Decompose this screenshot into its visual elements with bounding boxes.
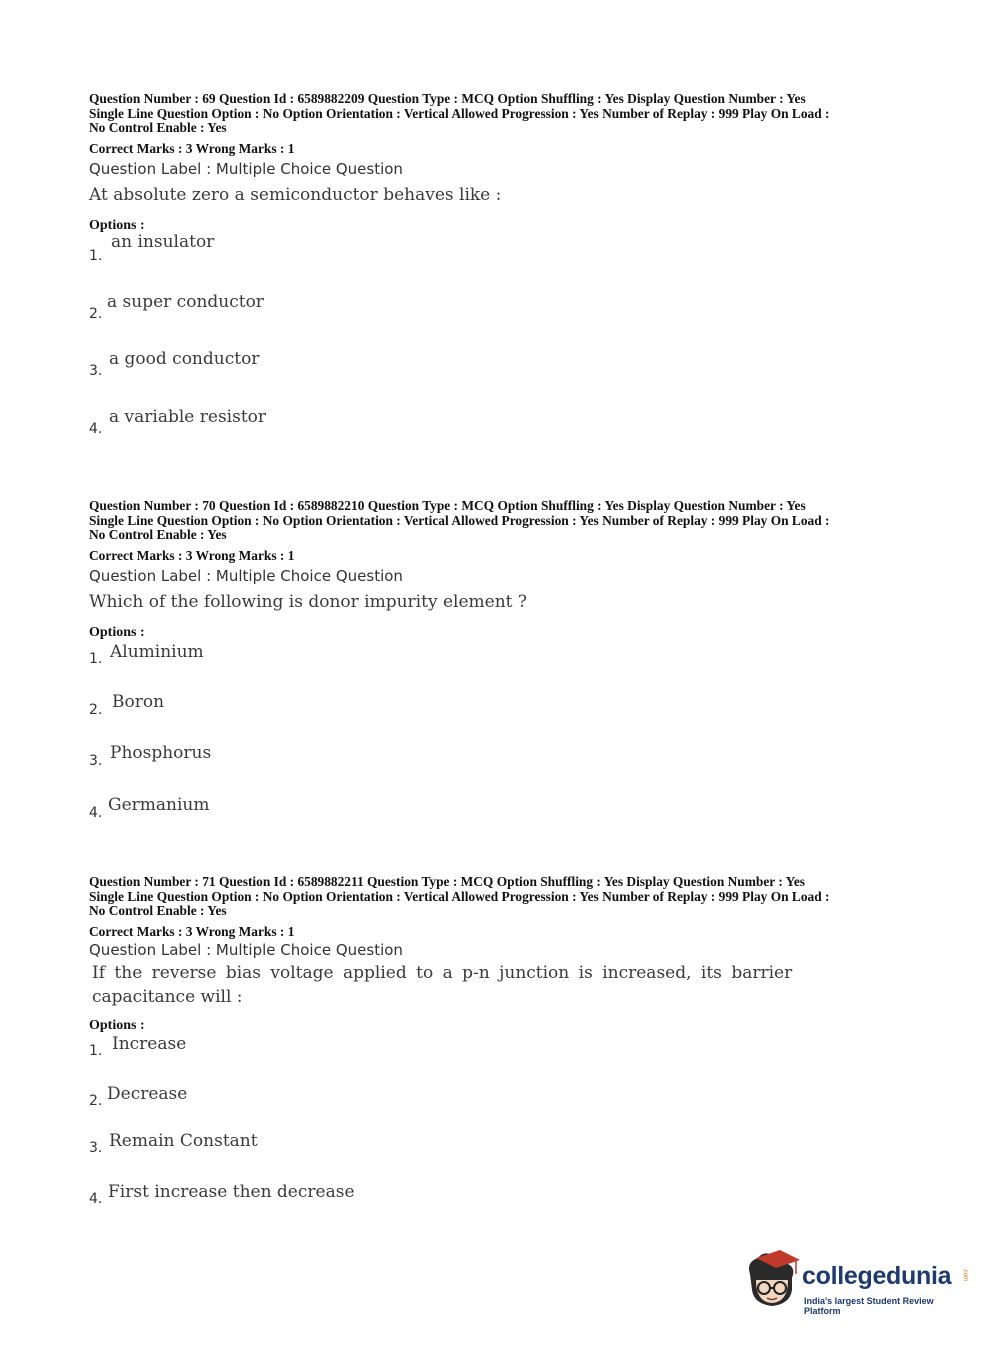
option-text: Boron	[112, 691, 165, 712]
option-number: 2.	[89, 305, 103, 322]
options-heading: Options :	[89, 1017, 145, 1033]
question-meta-line: Single Line Question Option : No Option Orientation : Vertical Allowed Progression : Yes Number of Replay : 999 Play On Load :	[89, 105, 830, 121]
option-number: 2.	[89, 1092, 103, 1109]
question-meta-line: No Control Enable : Yes	[89, 120, 227, 136]
option-text: First increase then decrease	[108, 1181, 355, 1202]
marks-line: Correct Marks : 3 Wrong Marks : 1	[89, 140, 295, 156]
option-text: Germanium	[108, 794, 210, 815]
option-item[interactable]	[89, 743, 919, 795]
question-label: Question Label : Multiple Choice Question	[89, 566, 403, 585]
question-text: At absolute zero a semiconductor behaves like :	[89, 184, 502, 205]
option-number: 4.	[89, 1190, 103, 1207]
option-text: a variable resistor	[109, 406, 267, 427]
question-meta-line: Single Line Question Option : No Option Orientation : Vertical Allowed Progression : Yes Number of Replay : 999 Play On Load :	[89, 888, 830, 904]
question-label: Question Label : Multiple Choice Question	[89, 940, 403, 959]
option-text: an insulator	[111, 231, 215, 252]
question-meta-line: No Control Enable : Yes	[89, 903, 227, 919]
marks-line: Correct Marks : 3 Wrong Marks : 1	[89, 923, 295, 939]
option-item[interactable]	[89, 1084, 919, 1131]
question-meta-line: Question Number : 70 Question Id : 6589882210 Question Type : MCQ Option Shuffling : Yes Display Question Number : Yes	[89, 498, 806, 513]
option-item[interactable]	[89, 407, 919, 447]
option-item[interactable]	[89, 795, 919, 835]
option-text: Remain Constant	[109, 1130, 258, 1151]
option-text: Aluminium	[110, 641, 204, 662]
question-block-69	[89, 92, 919, 447]
question-meta-line: Single Line Question Option : No Option Orientation : Vertical Allowed Progression : Yes Number of Replay : 999 Play On Load :	[89, 512, 830, 528]
option-text: Increase	[112, 1033, 187, 1054]
marks-line: Correct Marks : 3 Wrong Marks : 1	[89, 547, 295, 563]
option-number: 1.	[89, 1042, 103, 1059]
collegedunia-logo[interactable]	[742, 1248, 972, 1318]
option-item[interactable]	[89, 231, 919, 292]
question-meta-line: No Control Enable : Yes	[89, 527, 227, 543]
option-item[interactable]	[89, 692, 919, 743]
question-text: If the reverse bias voltage applied to a p-n junction is increased, its barrier	[92, 962, 793, 983]
option-text: a good conductor	[109, 348, 260, 369]
option-number: 3.	[89, 362, 103, 379]
option-item[interactable]	[89, 641, 919, 692]
option-number: 3.	[89, 1139, 103, 1156]
option-number: 4.	[89, 804, 103, 821]
option-number: 2.	[89, 701, 103, 718]
options-heading: Options :	[89, 217, 145, 233]
question-block-70	[89, 499, 919, 835]
question-text: Which of the following is donor impurity element ?	[89, 591, 527, 612]
option-number: 3.	[89, 752, 103, 769]
logo-wordmark: collegedunia	[802, 1262, 952, 1290]
question-label: Question Label : Multiple Choice Question	[89, 159, 403, 178]
option-item[interactable]	[89, 349, 919, 407]
option-number: 4.	[89, 420, 103, 437]
options-heading: Options :	[89, 624, 145, 640]
option-item[interactable]	[89, 1034, 919, 1084]
question-block-71	[89, 875, 919, 1222]
mascot-icon	[742, 1248, 802, 1318]
option-text: a super conductor	[107, 291, 264, 312]
question-meta-line: Question Number : 69 Question Id : 6589882209 Question Type : MCQ Option Shuffling : Yes Display Question Number : Yes	[89, 91, 806, 106]
option-number: 1.	[89, 247, 103, 264]
option-text: Decrease	[107, 1083, 188, 1104]
option-number: 1.	[89, 650, 103, 667]
logo-suffix: .com	[962, 1268, 968, 1282]
option-text: Phosphorus	[110, 742, 212, 763]
logo-tagline: India's largest Student Review Platform	[804, 1296, 934, 1316]
option-item[interactable]	[89, 1182, 919, 1222]
question-text-continued: capacitance will :	[92, 986, 243, 1007]
option-item[interactable]	[89, 1131, 919, 1182]
question-meta-line: Question Number : 71 Question Id : 6589882211 Question Type : MCQ Option Shuffling : Yes Display Question Number : Yes	[89, 874, 805, 889]
option-item[interactable]	[89, 292, 919, 349]
